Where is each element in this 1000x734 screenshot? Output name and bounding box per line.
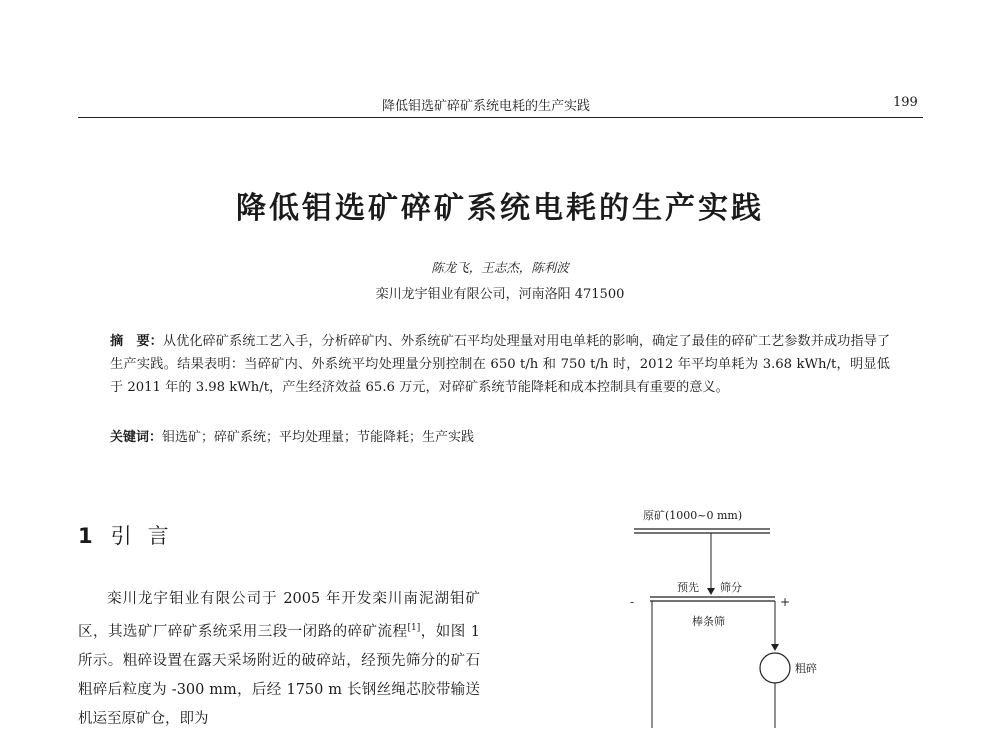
section-title: 引言 — [110, 524, 185, 548]
keywords-label: 关键词： — [110, 430, 163, 445]
oversize-arrow-head — [771, 644, 779, 651]
screening-label: 筛分 — [720, 581, 742, 594]
section-number: 1 — [78, 524, 93, 548]
crusher-label: 粗碎 — [795, 662, 817, 675]
citation: [1] — [407, 623, 421, 633]
feed-arrow-head — [707, 588, 715, 595]
abstract-label: 摘 要： — [110, 334, 163, 349]
body-text — [78, 585, 480, 734]
authors: 陈龙飞，王志杰，陈利波 — [431, 260, 569, 275]
paragraph-main: 栾川龙宇钼业有限公司于 2005 年开发栾川南泥湖钼矿区，其选矿厂碎矿系统采用三段一闭路的碎矿流程 — [78, 591, 480, 640]
paragraph-rest: ，如图 1 所示。粗碎设置在露天采场附近的破碎站，经预先筛分的矿石粗碎后粒度为 -300 mm，后经 1750 m 长钢丝绳芯胶带输送机运至原矿仓，即为 — [78, 623, 480, 727]
running-title: 降低钼选矿碎矿系统电耗的生产实践 — [382, 99, 591, 114]
page-number: 199 — [893, 95, 918, 110]
affiliation: 栾川龙宇钼业有限公司，河南洛阳 471500 — [375, 287, 625, 302]
header-rule — [78, 117, 923, 118]
keywords — [110, 426, 890, 445]
minus-sign: - — [630, 595, 635, 609]
grizzly-label: 棒条筛 — [692, 615, 725, 628]
feed-label: 原矿(1000~0 mm) — [643, 509, 743, 522]
section-heading — [78, 520, 185, 550]
abstract-text: 从优化碎矿系统工艺入手，分析碎矿内、外系统矿石平均处理量对用电单耗的影响，确定了最佳的碎矿工艺参数并成功指导了生产实践。结果表明：当碎矿内、外系统平均处理量分别控制在 650 t/h 和 750 t/h 时，2012 年平均单耗为 3.68 kWh/t，明显低于 2011 年的 3.98 kWh/t，产生经济效益 65.6 万元，对碎矿系统节能降耗和成本控制具有重要的意义。 — [110, 334, 891, 395]
article-title: 降低钼选矿碎矿系统电耗的生产实践 — [236, 191, 764, 226]
plus-sign: + — [780, 595, 791, 609]
prescreen-label: 预先 — [677, 581, 699, 594]
abstract — [110, 330, 890, 399]
keywords-text: 钼选矿；碎矿系统；平均处理量；节能降耗；生产实践 — [162, 430, 475, 445]
crusher-symbol — [760, 653, 790, 683]
paragraph — [78, 585, 480, 734]
flowsheet-figure — [620, 500, 820, 728]
